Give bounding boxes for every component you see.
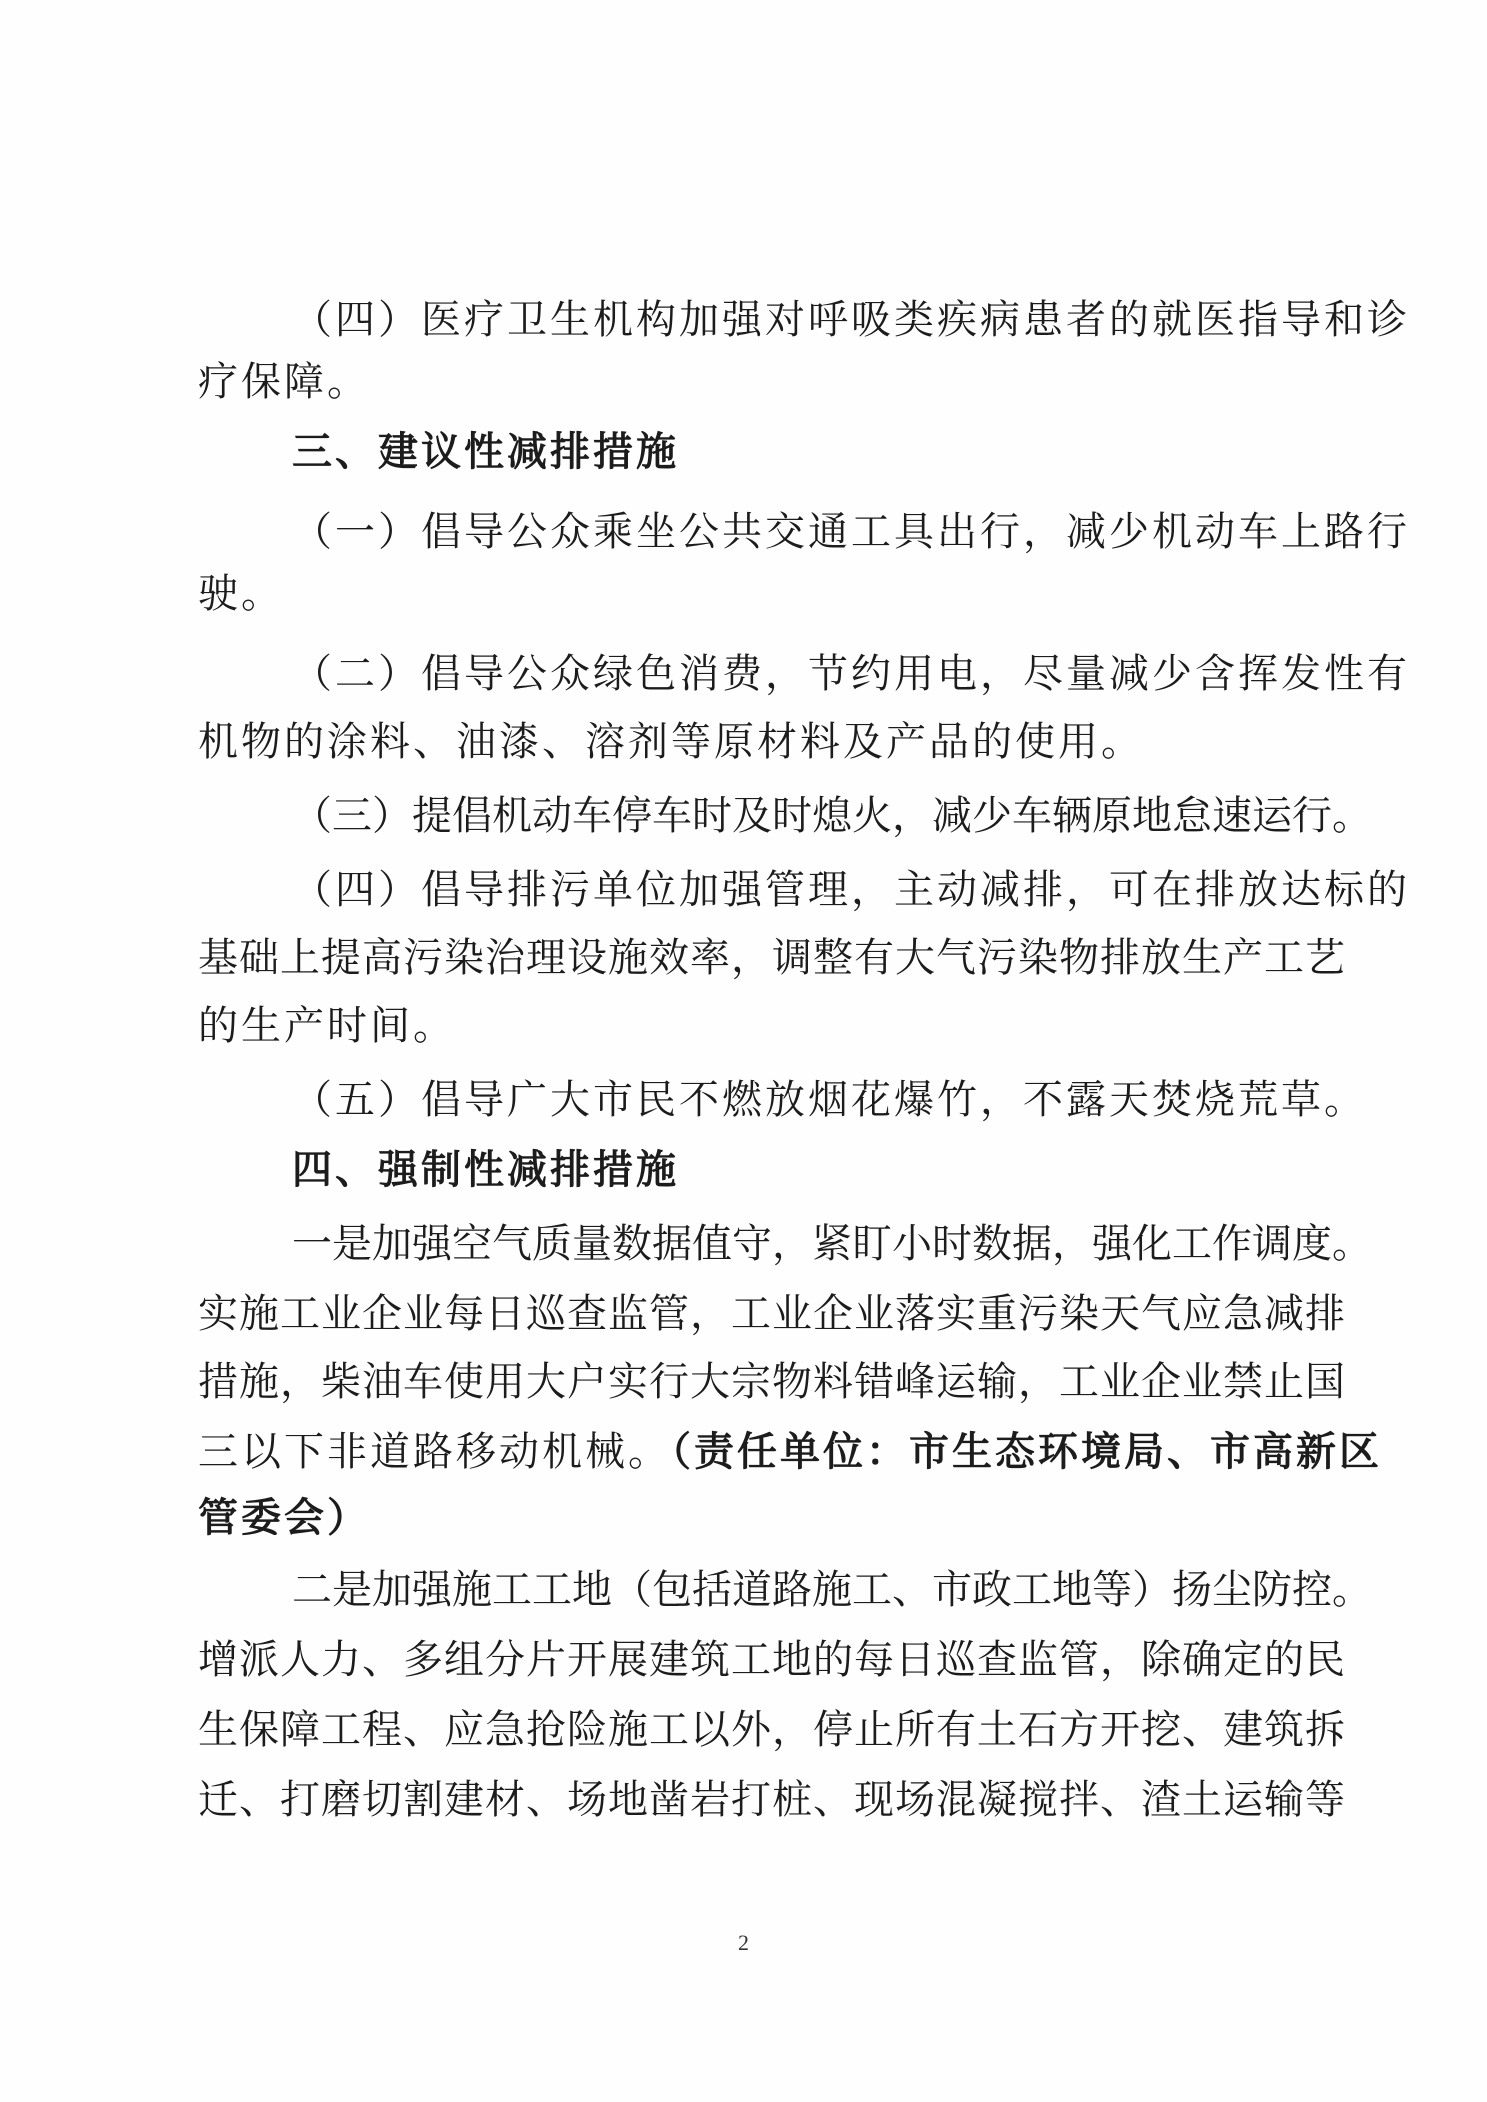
paragraph-line: （五）倡导广大市民不燃放烟花爆竹，不露天焚烧荒草。 [292, 1077, 1367, 1123]
responsibility-note: （责任单位：市生态环境局、市高新区 [671, 1429, 1382, 1475]
paragraph-line: 实施工业企业每日巡查监管，工业企业落实重污染天气应急减排 [198, 1291, 1346, 1337]
paragraph-line: 一是加强空气质量数据值守，紧盯小时数据，强化工作调度。 [292, 1221, 1372, 1267]
paragraph-line: 驶。 [198, 571, 284, 617]
paragraph-line: （二）倡导公众绿色消费，节约用电，尽量减少含挥发性有 [292, 651, 1410, 697]
paragraph-line: 的生产时间。 [198, 1003, 456, 1049]
section-heading: 四、强制性减排措施 [292, 1147, 679, 1193]
paragraph-line: 疗保障。 [198, 359, 370, 405]
paragraph-line: （一）倡导公众乘坐公共交通工具出行，减少机动车上路行 [292, 509, 1410, 555]
responsibility-note: 管委会） [198, 1495, 370, 1541]
paragraph-line: 机物的涂料、油漆、溶剂等原材料及产品的使用。 [198, 719, 1144, 765]
paragraph-line: 措施，柴油车使用大户实行大宗物料错峰运输，工业企业禁止国 [198, 1359, 1346, 1405]
section-heading: 三、建议性减排措施 [292, 429, 679, 475]
paragraph-line: 生保障工程、应急抢险施工以外，停止所有土石方开挖、建筑拆 [198, 1707, 1346, 1753]
paragraph-line: 迁、打磨切割建材、场地凿岩打桩、现场混凝搅拌、渣土运输等 [198, 1777, 1346, 1823]
paragraph-line: 增派人力、多组分片开展建筑工地的每日巡查监管，除确定的民 [198, 1637, 1346, 1683]
page-number: 2 [738, 1930, 749, 1955]
paragraph-line: 基础上提高污染治理设施效率，调整有大气污染物排放生产工艺 [198, 935, 1346, 981]
paragraph-line: （四）医疗卫生机构加强对呼吸类疾病患者的就医指导和诊 [292, 297, 1410, 343]
paragraph-line: （三）提倡机动车停车时及时熄火，减少车辆原地怠速运行。 [292, 793, 1372, 839]
paragraph-line [198, 1428, 1382, 1476]
paragraph-line: 二是加强施工工地（包括道路施工、市政工地等）扬尘防控。 [292, 1567, 1372, 1613]
paragraph-line: （四）倡导排污单位加强管理，主动减排，可在排放达标的 [292, 867, 1410, 913]
paragraph-text: 三以下非道路移动机械。 [198, 1429, 671, 1475]
